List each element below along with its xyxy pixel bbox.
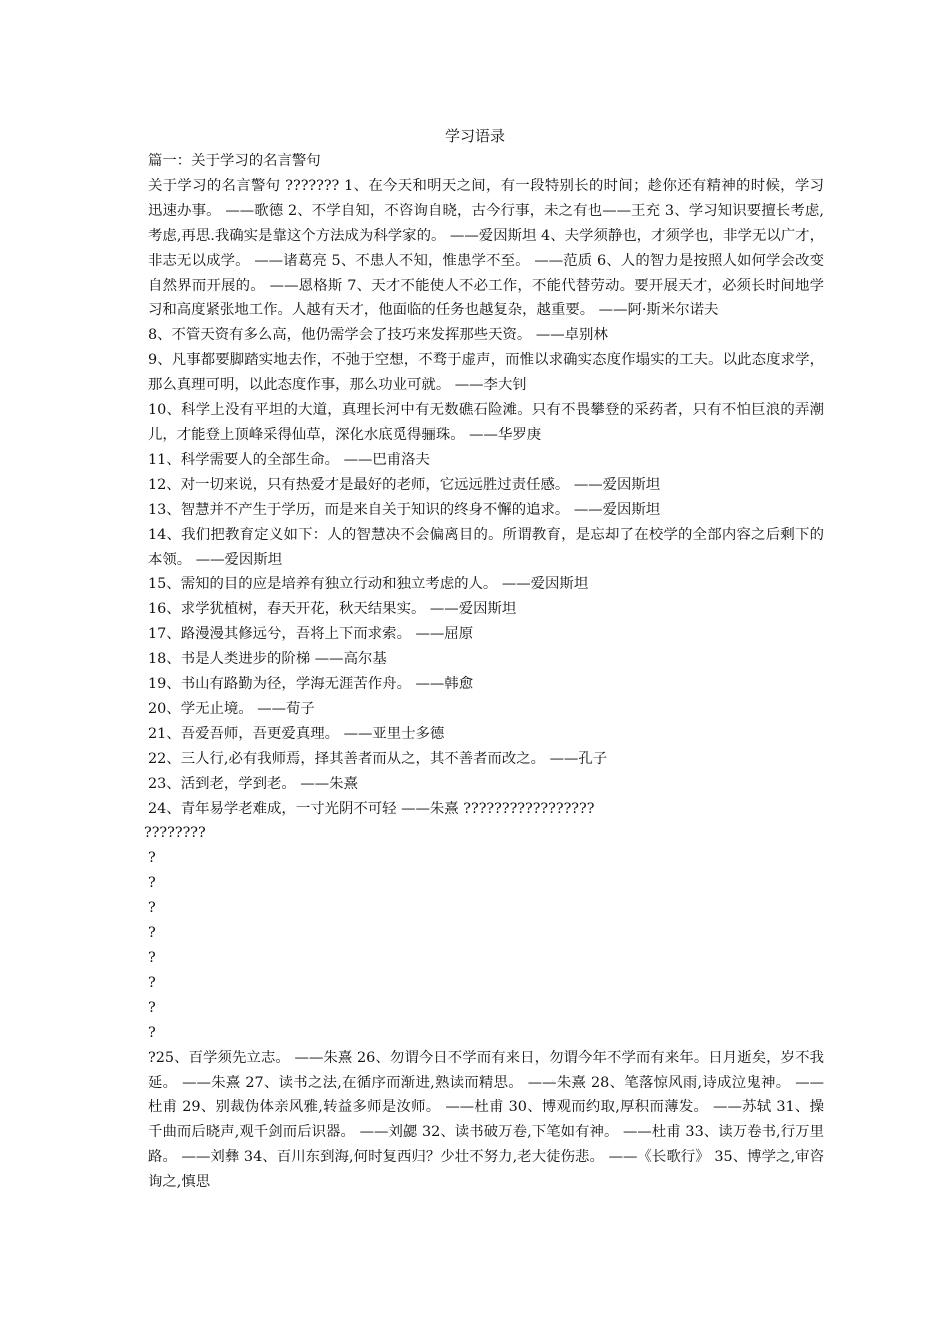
paragraph: 10、科学上没有平坦的大道，真理长河中有无数礁石险滩。只有不畏攀登的采药者，只有不怕巨浪的弄潮儿，才能登上顶峰采得仙草，深化水底觅得骊珠。 ——华罗庚 — [148, 402, 824, 443]
final-paragraph: ?25、百学须先立志。 ——朱熹 26、勿谓今日不学而有来日，勿谓今年不学而有来年。日月逝矣，岁不我延。 ——朱熹 27、读书之法,在循序而渐进,熟读而精思。 ——朱熹 28、笔落惊风雨,诗成泣鬼神。 ——杜甫 29、别裁伪体亲风雅,转益多师是汝师。 ——杜甫 30、博观而约取,厚积而薄发。 ——苏轼 31、操千曲而后晓声,观千剑而后识器。 ——刘勰 32、读书破万卷,下笔如有神。 ——杜甫 33、读万卷书,行万里路。 ——刘彝 34、百川东到海,何时复西归？少壮不努力,老大徒伤悲。 ——《长歌行》 35、博学之,审咨询之,慎思 — [148, 1049, 824, 1191]
question-mark-line: ? — [148, 900, 156, 917]
paragraph: 17、路漫漫其修远兮，吾将上下而求索。 ——屈原 — [148, 626, 474, 643]
paragraph: 18、书是人类进步的阶梯 ——高尔基 — [148, 651, 387, 668]
paragraph: 23、活到老，学到老。 ——朱熹 — [148, 775, 358, 792]
paragraph: 9、凡事都要脚踏实地去作，不弛于空想，不骛于虚声，而惟以求确实态度作塌实的工夫。以此态度求学，那么真理可明，以此态度作事，那么功业可就。 ——李大钊 — [148, 352, 824, 394]
question-mark-line: ? — [148, 950, 156, 966]
paragraph: 11、科学需要人的全部生命。 ——巴甫洛夫 — [148, 451, 430, 468]
question-mark-line: ? — [148, 925, 156, 942]
paragraph: 8、不管天资有多么高，他仍需学会了技巧来发挥那些天资。 ——卓别林 — [148, 327, 608, 344]
question-mark-line: ? — [148, 999, 156, 1016]
continuation-line: ???????? — [144, 825, 206, 842]
question-mark-line: ? — [148, 850, 156, 867]
question-mark-line: ? — [148, 1024, 156, 1041]
paragraph: 14、我们把教育定义如下：人的智慧决不会偏离目的。所谓教育，是忘却了在校学的全部内容之后剩下的本领。 ——爱因斯坦 — [148, 526, 824, 568]
paragraph: 22、三人行,必有我师焉，择其善者而从之，其不善者而改之。 ——孔子 — [148, 750, 608, 767]
paragraph: 24、青年易学老难成，一寸光阴不可轻 ——朱熹 ????????????????? — [148, 800, 595, 817]
document-body — [144, 149, 824, 1195]
paragraph: 12、对一切来说，只有热爱才是最好的老师，它远远胜过责任感。 ——爱因斯坦 — [148, 476, 661, 493]
paragraph: 15、需知的目的应是培养有独立行动和独立考虑的人。 ——爱因斯坦 — [148, 576, 589, 593]
section-heading: 篇一：关于学习的名言警句 — [148, 153, 321, 169]
paragraph: 21、吾爱吾师，吾更爱真理。 ——亚里士多德 — [148, 725, 445, 742]
paragraph: 16、求学犹植树，春天开花，秋天结果实。 ——爱因斯坦 — [148, 601, 517, 618]
document-title: 学习语录 — [444, 127, 505, 145]
paragraph: 20、学无止境。 ——荀子 — [148, 700, 315, 717]
question-mark-line: ? — [148, 974, 156, 991]
question-mark-line: ? — [148, 875, 156, 892]
paragraph: 关于学习的名言警句 ??????? 1、在今天和明天之间，有一段特别长的时间；趁你还有精神的时候，学习迅速办事。 ——歌德 2、不学自知，不咨询自晓，古今行事，未之有也——王充 3、学习知识要擅长考虑,考虑,再思.我确实是靠这个方法成为科学家的。 ——爱因斯坦 4、夫学须静也，才须学也，非学无以广才，非志无以成学。 ——诸葛亮 5、不患人不知，惟患学不至。 ——范质 6、人的智力是按照人如何学会改变自然界而开展的。 ——恩格斯 7、天才不能使人不必工作，不能代替劳动。要开展天才，必须长时间地学习和高度紧张地工作。人越有天才，他面临的任务也越复杂，越重要。 ——阿·斯米尔诺夫 — [148, 177, 824, 319]
paragraph: 13、智慧并不产生于学历，而是来自关于知识的终身不懈的追求。 ——爱因斯坦 — [148, 501, 661, 518]
paragraph: 19、书山有路勤为径，学海无涯苦作舟。 ——韩愈 — [148, 676, 474, 693]
